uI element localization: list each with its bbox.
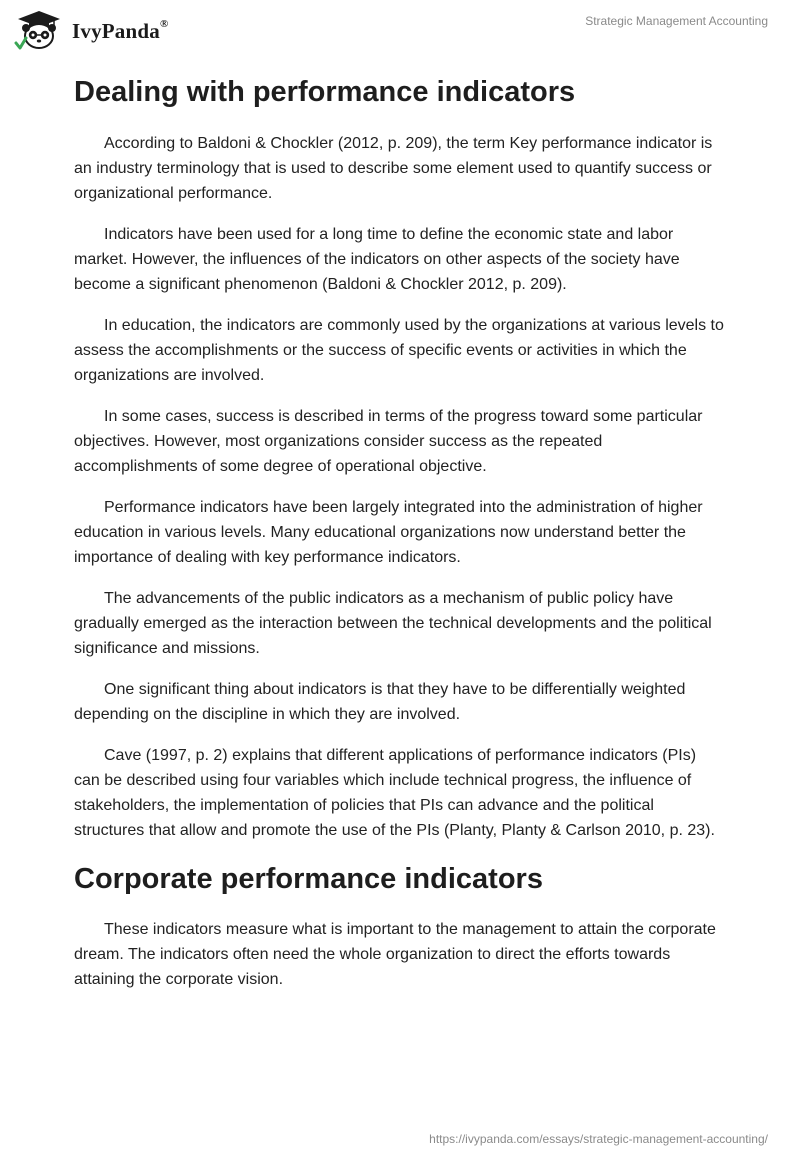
source-url-link[interactable]: https://ivypanda.com/essays/strategic-management-accounting/ bbox=[429, 1132, 768, 1146]
section-heading: Dealing with performance indicators bbox=[74, 76, 576, 108]
paragraph: In some cases, success is described in terms of the progress toward some particular objectives. However, most organizations consider success as the repeated accomplishments of some degree of operational objective. bbox=[74, 408, 703, 475]
paragraph: The advancements of the public indicators as a mechanism of public policy have gradually emerged as the interaction between the technical developments and the political significance and missions. bbox=[74, 590, 712, 657]
paragraph: Performance indicators have been largely integrated into the administration of higher education in various levels. Many educational organizations now understand better the importance of dealing with key performance indicators. bbox=[74, 499, 703, 566]
document-title: Strategic Management Accounting bbox=[585, 14, 768, 28]
paragraph: In education, the indicators are commonly used by the organizations at various levels to assess the accomplishments or the success of specific events or activities in which the organizations are involved. bbox=[74, 317, 724, 384]
paragraph: According to Baldoni & Chockler (2012, p. 209), the term Key performance indicator is an industry terminology that is used to describe some element used to quantify success or organizational performance. bbox=[74, 135, 713, 202]
paragraph: These indicators measure what is important to the management to attain the corporate dream. The indicators often need the whole organization to direct the efforts towards attaining the corporate vision. bbox=[74, 921, 716, 988]
brand-name: IvyPanda® bbox=[72, 17, 169, 43]
essay-body bbox=[74, 74, 724, 1008]
ivypanda-logo[interactable] bbox=[14, 9, 214, 51]
panda-graduate-icon bbox=[14, 9, 64, 51]
paragraph: One significant thing about indicators is that they have to be differentially weighted depending on the discipline in which they are involved. bbox=[74, 681, 686, 723]
paragraph: Indicators have been used for a long time to define the economic state and labor market. However, the influences of the indicators on other aspects of the society have become a significant phenomenon (Baldoni & Chockler 2012, p. 209). bbox=[74, 226, 680, 293]
page-header bbox=[0, 0, 800, 60]
section-performance-indicators bbox=[74, 74, 724, 843]
registered-mark: ® bbox=[159, 17, 169, 30]
section-heading: Corporate performance indicators bbox=[74, 863, 543, 895]
paragraph: Cave (1997, p. 2) explains that different applications of performance indicators (PIs) can be described using four variables which include technical progress, the influence of stakeholders, the implementation of policies that PIs can advance and the political structures that allow and promote the use of the PIs (Planty, Planty & Carlson 2010, p. 23). bbox=[74, 747, 715, 839]
section-corporate-indicators bbox=[74, 861, 724, 992]
